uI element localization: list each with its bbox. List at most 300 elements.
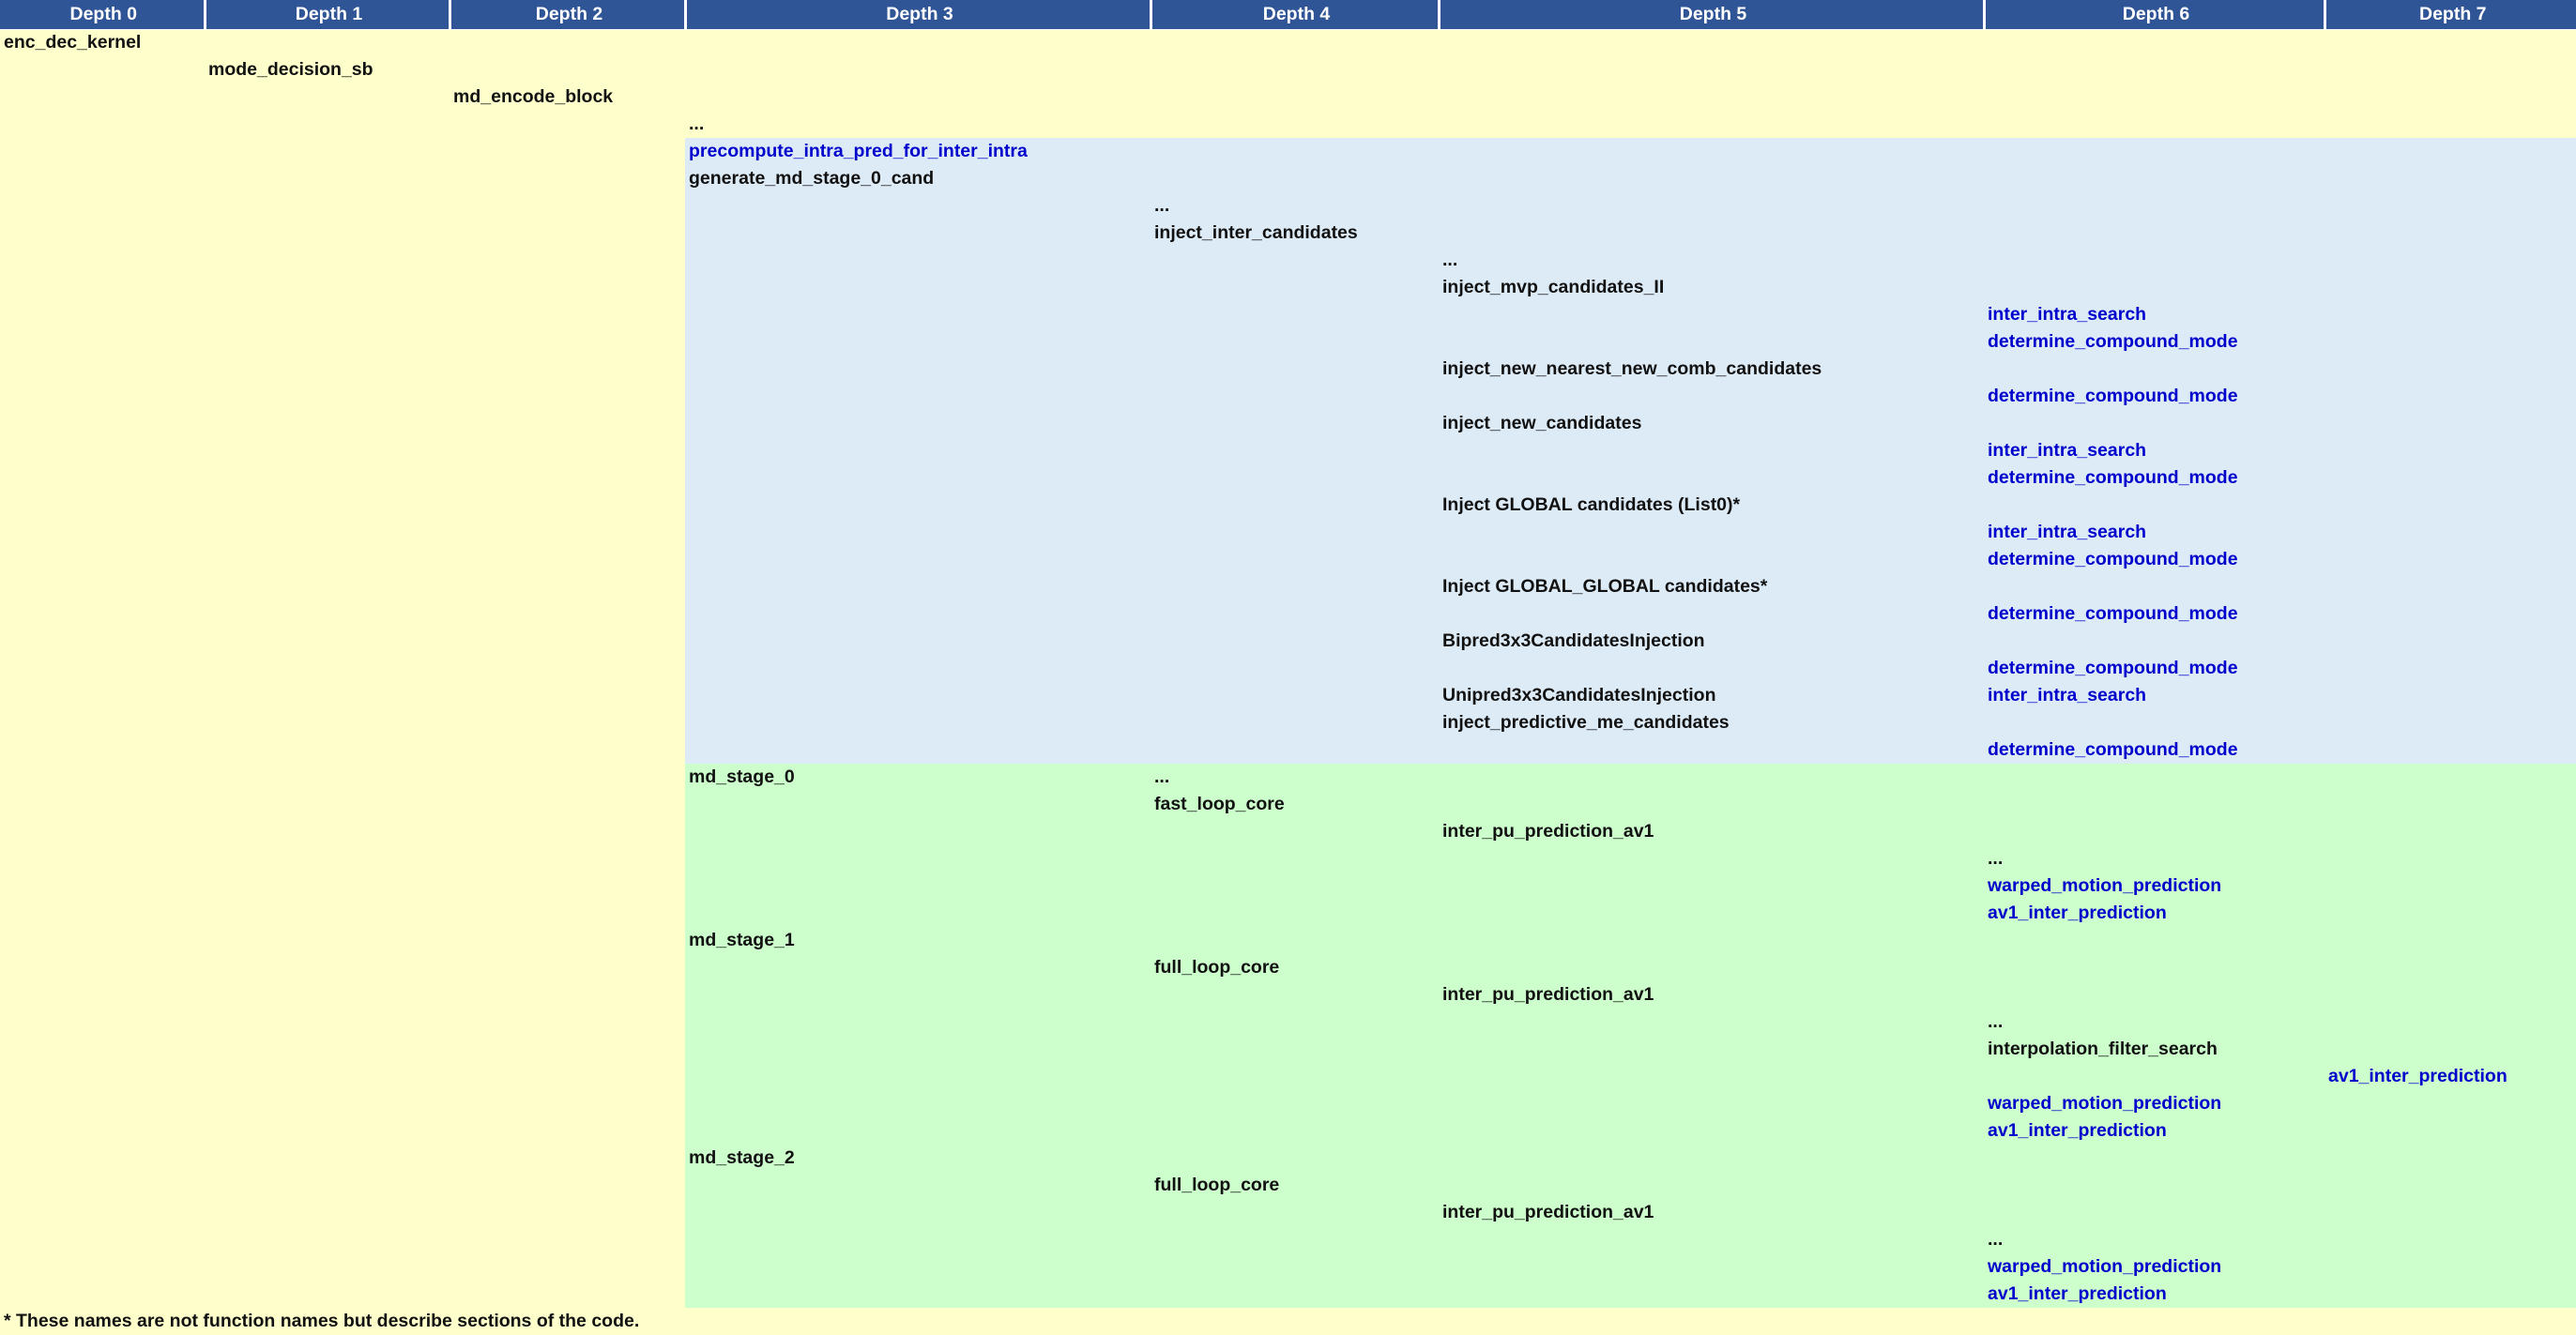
empty-cell (205, 655, 450, 682)
empty-cell (1984, 628, 2324, 655)
empty-cell (0, 573, 205, 600)
empty-cell (685, 546, 1151, 573)
empty-cell (2324, 328, 2576, 356)
empty-cell (1151, 655, 1439, 682)
empty-cell (1984, 764, 2324, 791)
empty-cell (2324, 791, 2576, 818)
empty-cell (1984, 791, 2324, 818)
empty-cell (0, 56, 205, 83)
empty-cell (0, 165, 205, 192)
empty-cell (450, 546, 685, 573)
empty-cell (1984, 709, 2324, 736)
empty-cell (0, 1172, 205, 1199)
function-cell-depth-6: ... (1984, 845, 2324, 872)
empty-cell (2324, 56, 2576, 83)
function-cell-depth-6: determine_compound_mode (1984, 736, 2324, 764)
empty-cell (1151, 682, 1439, 709)
empty-cell (685, 356, 1151, 383)
empty-cell (685, 492, 1151, 519)
empty-cell (205, 410, 450, 437)
empty-cell (2324, 247, 2576, 274)
empty-cell (450, 56, 685, 83)
empty-cell (2324, 764, 2576, 791)
table-row (0, 247, 2576, 274)
empty-cell (450, 247, 685, 274)
empty-cell (2324, 546, 2576, 573)
empty-cell (205, 845, 450, 872)
empty-cell (205, 1117, 450, 1145)
empty-cell (685, 709, 1151, 736)
empty-cell (2324, 954, 2576, 981)
table-row (0, 56, 2576, 83)
empty-cell (205, 301, 450, 328)
empty-cell (2324, 1117, 2576, 1145)
empty-cell (450, 900, 685, 927)
empty-cell (2324, 165, 2576, 192)
empty-cell (685, 192, 1151, 220)
empty-cell (1151, 600, 1439, 628)
empty-cell (1439, 845, 1984, 872)
empty-cell (685, 736, 1151, 764)
empty-cell (2324, 1226, 2576, 1253)
empty-cell (0, 927, 205, 954)
empty-cell (2324, 1253, 2576, 1281)
empty-cell (685, 954, 1151, 981)
empty-cell (685, 1090, 1151, 1117)
empty-cell (0, 410, 205, 437)
empty-cell (205, 519, 450, 546)
table-row (0, 573, 2576, 600)
empty-cell (1151, 900, 1439, 927)
empty-cell (1151, 709, 1439, 736)
column-header-depth-3: Depth 3 (685, 0, 1151, 29)
empty-cell (2324, 573, 2576, 600)
empty-cell (1439, 301, 1984, 328)
empty-cell (685, 383, 1151, 410)
empty-cell (1984, 165, 2324, 192)
empty-cell (1439, 1281, 1984, 1308)
empty-cell (685, 83, 1151, 111)
empty-cell (205, 628, 450, 655)
table-row (0, 165, 2576, 192)
empty-cell (1151, 138, 1439, 165)
empty-cell (685, 301, 1151, 328)
empty-cell (205, 1009, 450, 1036)
empty-cell (0, 138, 205, 165)
empty-cell (1151, 247, 1439, 274)
empty-cell (0, 464, 205, 492)
empty-cell (205, 1063, 450, 1090)
empty-cell (205, 546, 450, 573)
table-row (0, 1117, 2576, 1145)
empty-cell (2324, 1090, 2576, 1117)
table-row (0, 981, 2576, 1009)
empty-cell (1984, 56, 2324, 83)
empty-cell (1984, 927, 2324, 954)
function-cell-depth-3: md_stage_1 (685, 927, 1151, 954)
empty-cell (450, 274, 685, 301)
empty-cell (450, 845, 685, 872)
empty-cell (685, 328, 1151, 356)
empty-cell (205, 709, 450, 736)
function-cell-depth-6: determine_compound_mode (1984, 328, 2324, 356)
function-cell-depth-4: full_loop_core (1151, 954, 1439, 981)
function-cell-depth-6: interpolation_filter_search (1984, 1036, 2324, 1063)
empty-cell (0, 83, 205, 111)
function-cell-depth-6: inter_intra_search (1984, 519, 2324, 546)
empty-cell (450, 410, 685, 437)
function-cell-depth-3: precompute_intra_pred_for_inter_intra (685, 138, 1151, 165)
empty-cell (1439, 111, 1984, 138)
empty-cell (0, 628, 205, 655)
empty-cell (685, 1281, 1151, 1308)
empty-cell (205, 464, 450, 492)
empty-cell (450, 356, 685, 383)
empty-cell (685, 1226, 1151, 1253)
footnote-row (0, 1308, 2576, 1335)
empty-cell (2324, 1199, 2576, 1226)
empty-cell (1439, 1117, 1984, 1145)
table-row (0, 655, 2576, 682)
empty-cell (1439, 655, 1984, 682)
empty-cell (1439, 600, 1984, 628)
empty-cell (1984, 818, 2324, 845)
empty-cell (1439, 328, 1984, 356)
function-cell-depth-7: av1_inter_prediction (2324, 1063, 2576, 1090)
function-cell-depth-5: Bipred3x3CandidatesInjection (1439, 628, 1984, 655)
empty-cell (1151, 573, 1439, 600)
empty-cell (1151, 356, 1439, 383)
function-cell-depth-0: enc_dec_kernel (0, 29, 205, 56)
empty-cell (205, 220, 450, 247)
empty-cell (205, 1281, 450, 1308)
empty-cell (205, 600, 450, 628)
header-row (0, 0, 2576, 29)
empty-cell (0, 301, 205, 328)
function-cell-depth-6: warped_motion_prediction (1984, 1253, 2324, 1281)
empty-cell (0, 1199, 205, 1226)
empty-cell (1439, 1009, 1984, 1036)
empty-cell (1984, 1172, 2324, 1199)
empty-cell (2324, 1281, 2576, 1308)
empty-cell (0, 872, 205, 900)
empty-cell (2324, 655, 2576, 682)
empty-cell (205, 927, 450, 954)
empty-cell (205, 328, 450, 356)
empty-cell (0, 1063, 205, 1090)
function-cell-depth-6: inter_intra_search (1984, 682, 2324, 709)
empty-cell (1151, 83, 1439, 111)
function-cell-depth-6: determine_compound_mode (1984, 464, 2324, 492)
empty-cell (685, 1009, 1151, 1036)
empty-cell (450, 1145, 685, 1172)
empty-cell (0, 791, 205, 818)
empty-cell (1984, 356, 2324, 383)
empty-cell (450, 1009, 685, 1036)
empty-cell (205, 356, 450, 383)
empty-cell (205, 872, 450, 900)
table-row (0, 1172, 2576, 1199)
empty-cell (450, 709, 685, 736)
table-row (0, 492, 2576, 519)
empty-cell (450, 872, 685, 900)
empty-cell (685, 872, 1151, 900)
column-header-depth-7: Depth 7 (2324, 0, 2576, 29)
empty-cell (0, 764, 205, 791)
empty-cell (685, 900, 1151, 927)
empty-cell (685, 682, 1151, 709)
empty-cell (205, 736, 450, 764)
empty-cell (450, 1253, 685, 1281)
empty-cell (1151, 383, 1439, 410)
empty-cell (0, 437, 205, 464)
empty-cell (1151, 1063, 1439, 1090)
empty-cell (0, 1036, 205, 1063)
table-row (0, 1009, 2576, 1036)
empty-cell (205, 954, 450, 981)
empty-cell (205, 138, 450, 165)
empty-cell (450, 220, 685, 247)
empty-cell (0, 818, 205, 845)
empty-cell (450, 1199, 685, 1226)
empty-cell (450, 1281, 685, 1308)
table-row (0, 437, 2576, 464)
empty-cell (1151, 1117, 1439, 1145)
table-row (0, 736, 2576, 764)
function-cell-depth-4: fast_loop_core (1151, 791, 1439, 818)
function-cell-depth-6: determine_compound_mode (1984, 600, 2324, 628)
empty-cell (205, 981, 450, 1009)
empty-cell (450, 954, 685, 981)
empty-cell (205, 764, 450, 791)
empty-cell (1984, 1145, 2324, 1172)
empty-cell (450, 818, 685, 845)
empty-cell (450, 791, 685, 818)
table-row (0, 83, 2576, 111)
table-row (0, 1253, 2576, 1281)
function-cell-depth-6: inter_intra_search (1984, 301, 2324, 328)
empty-cell (0, 220, 205, 247)
empty-cell (1151, 274, 1439, 301)
function-cell-depth-4: full_loop_core (1151, 1172, 1439, 1199)
empty-cell (685, 220, 1151, 247)
empty-cell (2324, 1172, 2576, 1199)
table-body (0, 29, 2576, 1335)
empty-cell (0, 1145, 205, 1172)
empty-cell (2324, 1009, 2576, 1036)
empty-cell (1984, 1063, 2324, 1090)
empty-cell (450, 192, 685, 220)
empty-cell (450, 682, 685, 709)
empty-cell (1439, 791, 1984, 818)
empty-cell (1439, 1253, 1984, 1281)
empty-cell (1151, 1090, 1439, 1117)
empty-cell (685, 1063, 1151, 1090)
empty-cell (685, 247, 1151, 274)
empty-cell (1151, 410, 1439, 437)
empty-cell (1439, 1036, 1984, 1063)
empty-cell (1439, 138, 1984, 165)
table-row (0, 410, 2576, 437)
function-cell-depth-3: generate_md_stage_0_cand (685, 165, 1151, 192)
empty-cell (1439, 872, 1984, 900)
empty-cell (0, 519, 205, 546)
empty-cell (0, 546, 205, 573)
table-row (0, 301, 2576, 328)
empty-cell (1439, 437, 1984, 464)
table-row (0, 1281, 2576, 1308)
empty-cell (205, 1036, 450, 1063)
empty-cell (450, 1117, 685, 1145)
table-row (0, 220, 2576, 247)
empty-cell (205, 29, 450, 56)
empty-cell (1439, 927, 1984, 954)
empty-cell (685, 791, 1151, 818)
empty-cell (685, 29, 1151, 56)
empty-cell (1984, 247, 2324, 274)
table-row (0, 1063, 2576, 1090)
empty-cell (1439, 1172, 1984, 1199)
empty-cell (450, 600, 685, 628)
empty-cell (2324, 709, 2576, 736)
empty-cell (685, 981, 1151, 1009)
empty-cell (2324, 356, 2576, 383)
empty-cell (450, 328, 685, 356)
function-cell-depth-4: ... (1151, 764, 1439, 791)
empty-cell (1439, 29, 1984, 56)
empty-cell (0, 954, 205, 981)
empty-cell (450, 138, 685, 165)
empty-cell (1151, 437, 1439, 464)
empty-cell (1151, 56, 1439, 83)
empty-cell (450, 29, 685, 56)
empty-cell (1984, 220, 2324, 247)
empty-cell (450, 764, 685, 791)
empty-cell (1151, 628, 1439, 655)
empty-cell (1984, 138, 2324, 165)
empty-cell (1439, 383, 1984, 410)
empty-cell (1439, 83, 1984, 111)
footnote: * These names are not function names but describe sections of the code. (0, 1308, 2576, 1335)
empty-cell (1439, 192, 1984, 220)
table-row (0, 818, 2576, 845)
table-row (0, 192, 2576, 220)
function-cell-depth-3: md_stage_0 (685, 764, 1151, 791)
function-cell-depth-6: av1_inter_prediction (1984, 1117, 2324, 1145)
empty-cell (0, 247, 205, 274)
empty-cell (205, 1226, 450, 1253)
empty-cell (1151, 464, 1439, 492)
empty-cell (0, 274, 205, 301)
empty-cell (2324, 383, 2576, 410)
table-row (0, 1090, 2576, 1117)
empty-cell (2324, 111, 2576, 138)
table-row (0, 872, 2576, 900)
table-row (0, 546, 2576, 573)
empty-cell (2324, 845, 2576, 872)
empty-cell (205, 111, 450, 138)
empty-cell (0, 328, 205, 356)
empty-cell (0, 1117, 205, 1145)
empty-cell (1151, 546, 1439, 573)
empty-cell (1984, 981, 2324, 1009)
function-cell-depth-5: inter_pu_prediction_av1 (1439, 818, 1984, 845)
empty-cell (450, 927, 685, 954)
empty-cell (450, 1036, 685, 1063)
empty-cell (205, 682, 450, 709)
empty-cell (1151, 301, 1439, 328)
empty-cell (205, 818, 450, 845)
table-row (0, 900, 2576, 927)
function-cell-depth-4: ... (1151, 192, 1439, 220)
empty-cell (205, 1145, 450, 1172)
empty-cell (685, 600, 1151, 628)
empty-cell (1151, 1036, 1439, 1063)
empty-cell (1984, 83, 2324, 111)
table-row (0, 1036, 2576, 1063)
empty-cell (450, 1063, 685, 1090)
empty-cell (1151, 1199, 1439, 1226)
function-cell-depth-5: inject_predictive_me_candidates (1439, 709, 1984, 736)
table-row (0, 356, 2576, 383)
empty-cell (1151, 492, 1439, 519)
empty-cell (2324, 818, 2576, 845)
empty-cell (685, 56, 1151, 83)
function-cell-depth-5: ... (1439, 247, 1984, 274)
empty-cell (0, 655, 205, 682)
table-row (0, 927, 2576, 954)
empty-cell (1439, 519, 1984, 546)
table-row (0, 845, 2576, 872)
table-row (0, 29, 2576, 56)
empty-cell (685, 1117, 1151, 1145)
empty-cell (450, 655, 685, 682)
empty-cell (450, 1172, 685, 1199)
function-cell-depth-5: Unipred3x3CandidatesInjection (1439, 682, 1984, 709)
table-row (0, 274, 2576, 301)
empty-cell (1439, 56, 1984, 83)
empty-cell (205, 1199, 450, 1226)
empty-cell (1984, 192, 2324, 220)
empty-cell (205, 83, 450, 111)
empty-cell (2324, 1145, 2576, 1172)
empty-cell (1439, 1090, 1984, 1117)
empty-cell (205, 165, 450, 192)
table-row (0, 138, 2576, 165)
empty-cell (1151, 818, 1439, 845)
function-cell-depth-5: inject_mvp_candidates_II (1439, 274, 1984, 301)
empty-cell (450, 111, 685, 138)
table-row (0, 1199, 2576, 1226)
empty-cell (205, 492, 450, 519)
column-header-depth-5: Depth 5 (1439, 0, 1984, 29)
empty-cell (0, 1009, 205, 1036)
empty-cell (0, 600, 205, 628)
table-row (0, 464, 2576, 492)
empty-cell (450, 1226, 685, 1253)
empty-cell (1151, 1009, 1439, 1036)
empty-cell (0, 356, 205, 383)
empty-cell (685, 1253, 1151, 1281)
table-row (0, 600, 2576, 628)
empty-cell (0, 682, 205, 709)
column-header-depth-1: Depth 1 (205, 0, 450, 29)
function-cell-depth-6: determine_compound_mode (1984, 655, 2324, 682)
empty-cell (2324, 437, 2576, 464)
function-cell-depth-6: warped_motion_prediction (1984, 872, 2324, 900)
function-cell-depth-6: av1_inter_prediction (1984, 900, 2324, 927)
empty-cell (1984, 492, 2324, 519)
